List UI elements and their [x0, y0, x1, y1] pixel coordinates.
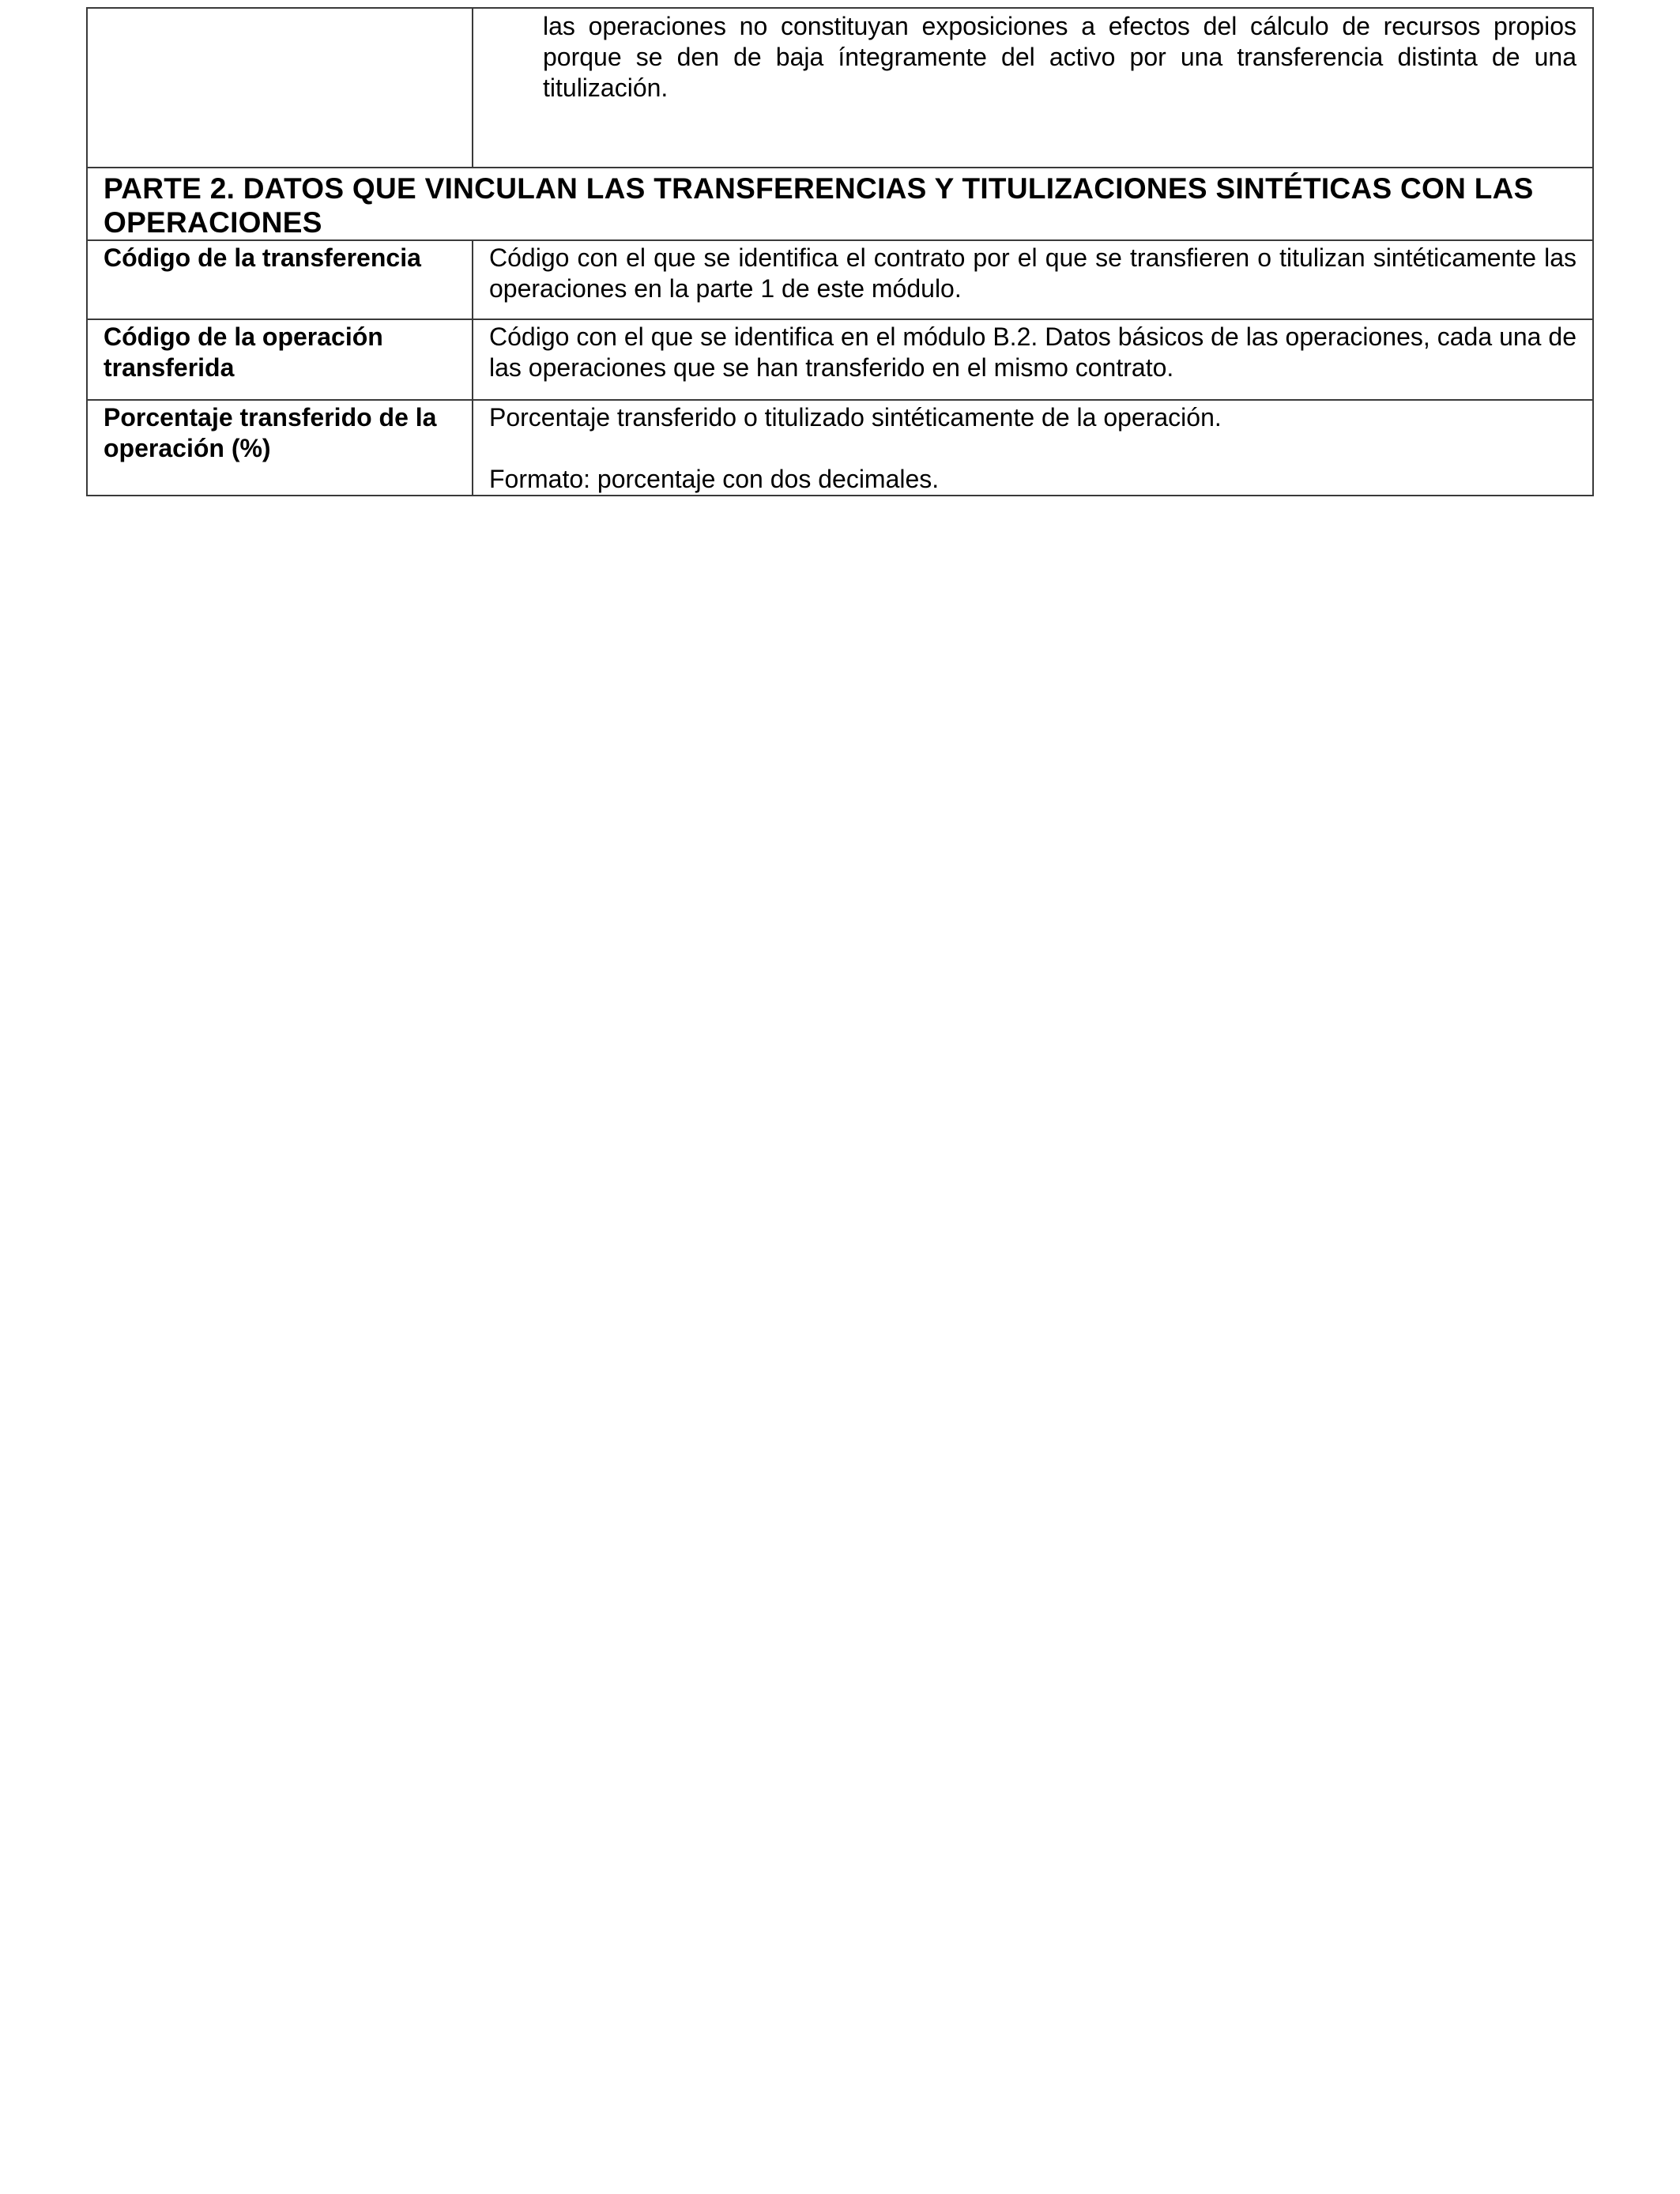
field-name: Porcentaje transferido de la operación (%): [87, 400, 473, 496]
continuation-row: [87, 8, 1593, 168]
table-row: [87, 319, 1593, 400]
table-row: [87, 240, 1593, 319]
field-name: Código de la operación transferida: [87, 319, 473, 400]
continuation-text: las operaciones no constituyan exposiciones a efectos del cálculo de recursos propios porque se den de baja íntegramente del activo por una transferencia distinta de una titulización.: [473, 8, 1593, 168]
field-description: Código con el que se identifica el contrato por el que se transfieren o titulizan sintéticamente las operaciones en la parte 1 de este módulo.: [473, 240, 1593, 319]
paragraph-gap: [489, 433, 1576, 464]
field-description-cell: [473, 400, 1593, 496]
continuation-empty-cell: [87, 8, 473, 168]
section-header-row: [87, 168, 1593, 240]
field-format: Formato: porcentaje con dos decimales.: [489, 465, 940, 493]
table-row: [87, 400, 1593, 496]
field-name: Código de la transferencia: [87, 240, 473, 319]
field-description: Código con el que se identifica en el módulo B.2. Datos básicos de las operaciones, cada una de las operaciones que se han transferido en el mismo contrato.: [473, 319, 1593, 400]
section-title: PARTE 2. DATOS QUE VINCULAN LAS TRANSFERENCIAS Y TITULIZACIONES SINTÉTICAS CON LAS OPERACIONES: [87, 168, 1593, 240]
field-description: Porcentaje transferido o titulizado sintéticamente de la operación.: [489, 403, 1222, 432]
field-definition-table: [86, 7, 1594, 496]
